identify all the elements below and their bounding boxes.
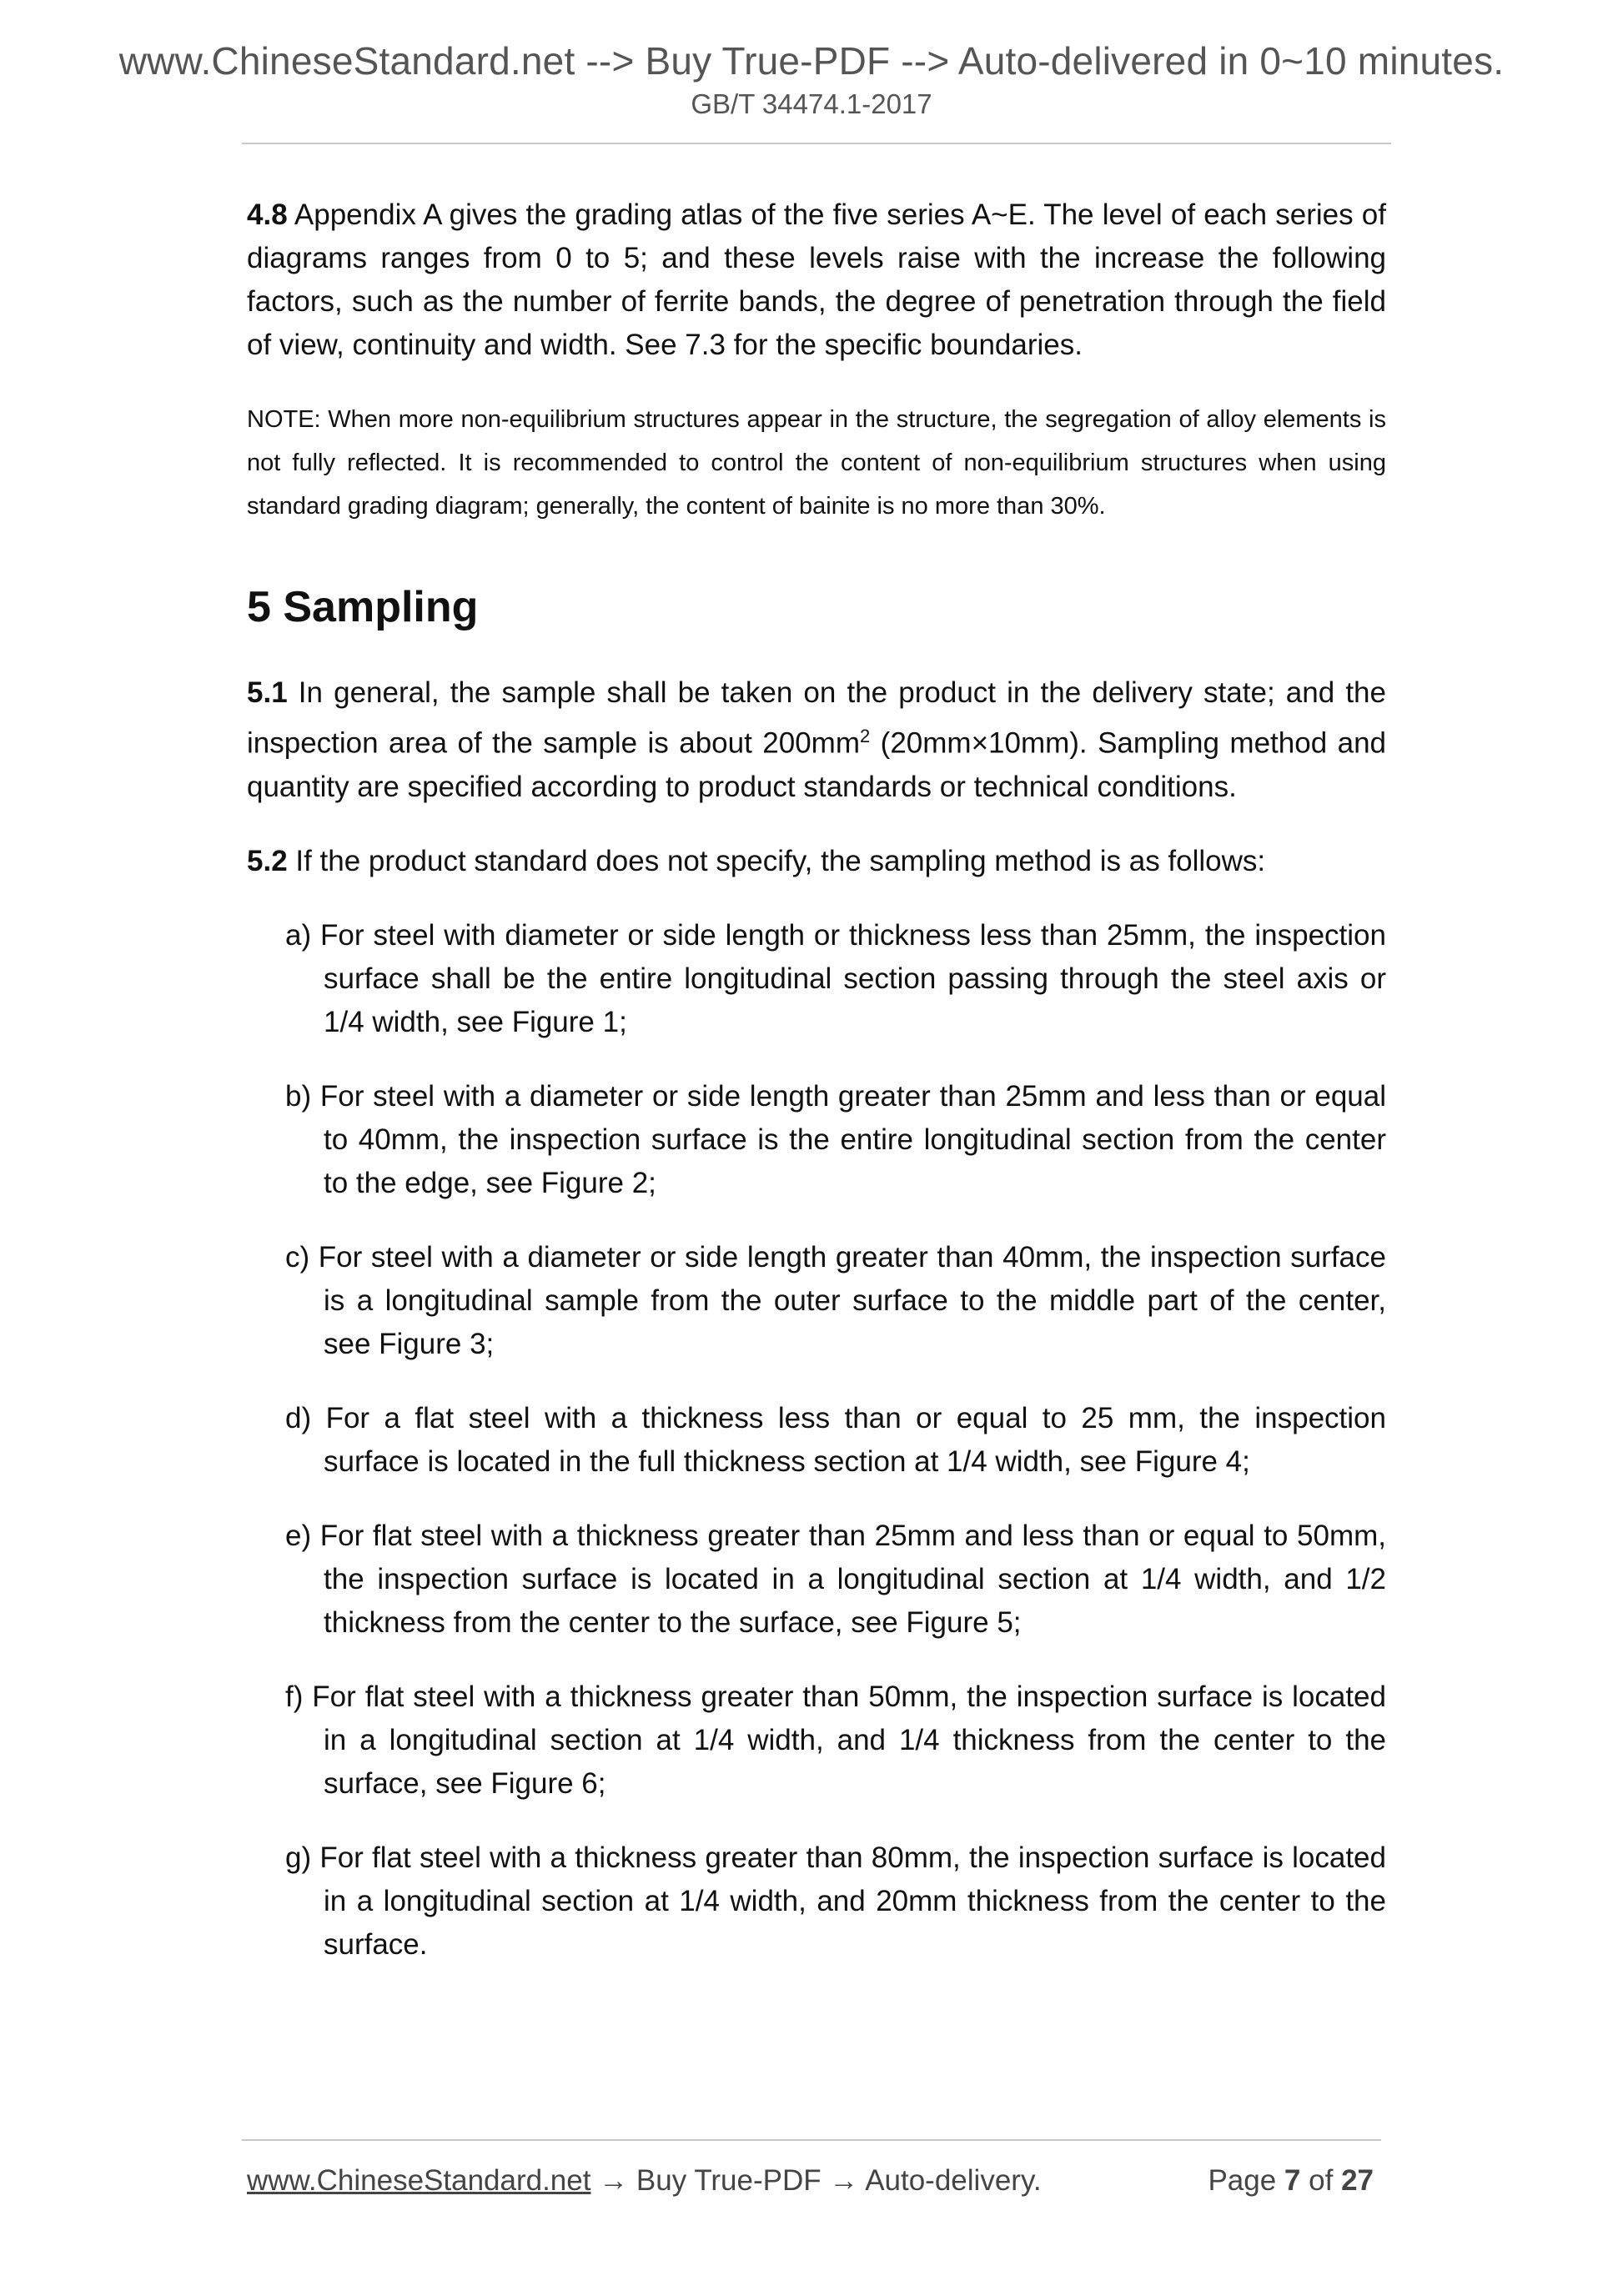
buy-text: Buy True-PDF <box>636 2164 822 2197</box>
page-label: Page <box>1208 2164 1277 2197</box>
note-paragraph: NOTE: When more non-equilibrium structures appear in the structure, the segregation of alloy elements is not fully reflected. It is recommended to control the content of non-equilibrium structures when using standard grading diagram; generally, the content of bainite is no more than 30%. <box>247 406 1386 520</box>
list-item: a) For steel with diameter or side length or thickness less than 25mm, the inspection surface shall be the entire longitudinal section passing through the steel axis or 1/4 width, see Figure 1; <box>285 918 1386 1038</box>
site-link[interactable]: www.ChineseStandard.net <box>247 2164 591 2197</box>
list-item: d) For a flat steel with a thickness less than or equal to 25 mm, the inspection surface is located in the full thickness section at 1/4 width, see Figure 4; <box>285 1401 1386 1478</box>
section-heading: 5 Sampling <box>247 583 479 631</box>
page-footer <box>247 2162 1386 2200</box>
clause-text: (20mm×10mm). Sampling method and quantity are specified according to product standards or technical conditions. <box>247 726 1387 803</box>
list-item: e) For flat steel with a thickness greater than 25mm and less than or equal to 50mm, the inspection surface is located in a longitudinal section at 1/4 width, and 1/2 thickness from the center to the surface, see Figure 5; <box>285 1519 1386 1639</box>
section-4-8 <box>247 193 1386 367</box>
arrow-icon: → <box>590 2164 636 2197</box>
page-number <box>1208 2162 1374 2200</box>
total-pages: 27 <box>1341 2164 1374 2197</box>
clause-text: If the product standard does not specify, the sampling method is as follows: <box>287 844 1266 877</box>
page-content <box>247 193 1386 1997</box>
of-label: of <box>1309 2164 1334 2197</box>
list-item: b) For steel with a diameter or side length greater than 25mm and less than or equal to 40mm, the inspection surface is the entire longitudinal section from the center to the edge, see Figure 2; <box>285 1079 1386 1199</box>
clause-text: In general, the sample shall be taken on the product in the delivery state; and the inspection area of the sample is about 200mm <box>247 676 1386 760</box>
header-divider <box>242 143 1391 144</box>
clause-number: 5.1 <box>247 676 288 709</box>
section-5-2 <box>247 840 1386 883</box>
document-id: GB/T 34474.1-2017 <box>691 88 932 119</box>
clause-number: 4.8 <box>247 198 288 231</box>
clause-number: 5.2 <box>247 844 288 877</box>
sampling-method-list <box>285 914 1386 1967</box>
superscript: 2 <box>859 726 871 746</box>
section-5-1 <box>247 671 1386 809</box>
auto-delivery-text: Auto-delivery. <box>865 2164 1042 2197</box>
header-banner: www.ChineseStandard.net --> Buy True-PDF --> Auto-delivered in 0~10 minutes. <box>118 39 1505 83</box>
current-page: 7 <box>1284 2164 1301 2197</box>
list-item: c) For steel with a diameter or side length greater than 40mm, the inspection surface is a longitudinal sample from the outer surface to the middle part of the center, see Figure 3; <box>285 1240 1386 1360</box>
clause-text: Appendix A gives the grading atlas of the five series A~E. The level of each series of diagrams ranges from 0 to 5; and these levels raise with the increase the following factors, such as the number of ferrite bands, the degree of penetration through the field of view, continuity and width. See 7.3 for the specific boundaries. <box>247 198 1386 361</box>
list-item: g) For flat steel with a thickness greater than 80mm, the inspection surface is located in a longitudinal section at 1/4 width, and 20mm thickness from the center to the surface. <box>285 1841 1386 1961</box>
footer-divider <box>242 2139 1381 2141</box>
arrow-icon: → <box>821 2164 866 2197</box>
list-item: f) For flat steel with a thickness greater than 50mm, the inspection surface is located in a longitudinal section at 1/4 width, and 1/4 thickness from the center to the surface, see Figure 6; <box>285 1680 1386 1800</box>
